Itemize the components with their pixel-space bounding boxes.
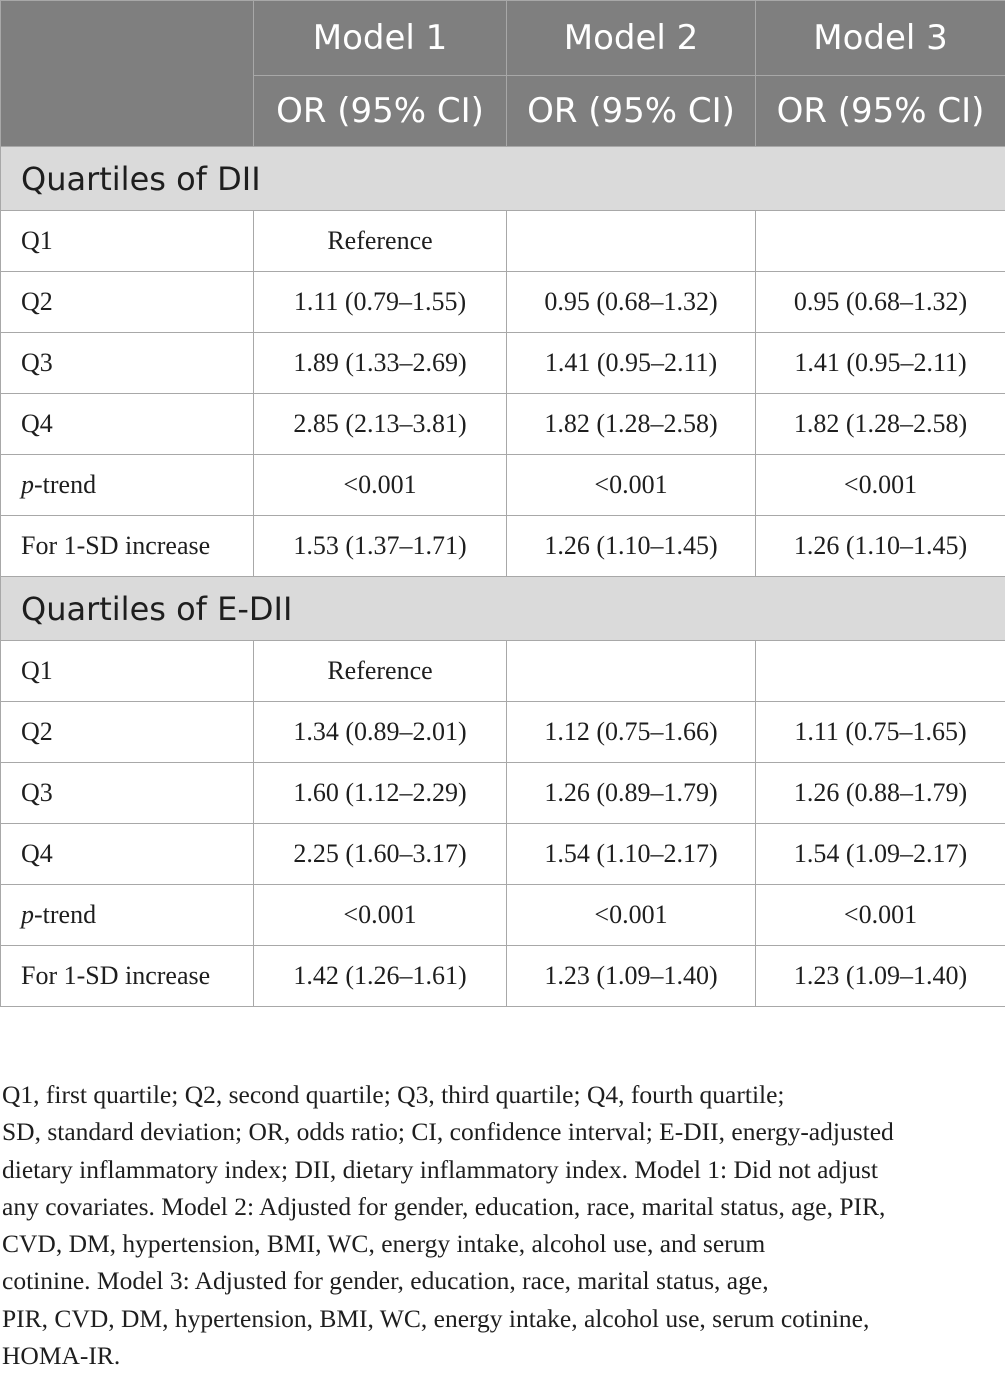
row-label: Q1: [1, 211, 254, 272]
model-3-value: <0.001: [756, 885, 1005, 946]
row-label: Q1: [1, 641, 254, 702]
footnote-line: cotinine. Model 3: Adjusted for gender, education, race, marital status, age,: [2, 1266, 769, 1296]
model-3-value: 1.11 (0.75–1.65): [756, 702, 1005, 763]
row-label-italic: p: [21, 900, 34, 929]
table-row: [1, 394, 1005, 455]
model-1-value: Reference: [254, 641, 507, 702]
table-row: [1, 272, 1005, 333]
table-row: [1, 885, 1005, 946]
model-3-value: 1.54 (1.09–2.17): [756, 824, 1005, 885]
footnote-line: dietary inflammatory index; DII, dietary inflammatory index. Model 1: Did not adjust: [2, 1154, 879, 1184]
row-label: Q3: [1, 763, 254, 824]
section-title: Quartiles of E-DII: [1, 577, 1005, 641]
row-label-rest: -trend: [34, 470, 97, 499]
table-row: [1, 946, 1005, 1007]
model-3-value: 1.26 (1.10–1.45): [756, 516, 1005, 577]
model-1-value: 1.42 (1.26–1.61): [254, 946, 507, 1007]
model-2-value: 1.41 (0.95–2.11): [507, 333, 756, 394]
table-row: [1, 333, 1005, 394]
row-label: Q2: [1, 702, 254, 763]
model-3-value: <0.001: [756, 455, 1005, 516]
row-label: Q2: [1, 272, 254, 333]
row-label: Q3: [1, 333, 254, 394]
table-row: [1, 455, 1005, 516]
header-model-2: Model 2: [507, 1, 756, 76]
row-label-rest: -trend: [34, 900, 97, 929]
model-1-value: 1.34 (0.89–2.01): [254, 702, 507, 763]
table-row: [1, 641, 1005, 702]
header-row-models: [1, 1, 1005, 76]
table-row: [1, 702, 1005, 763]
model-1-value: 1.89 (1.33–2.69): [254, 333, 507, 394]
model-2-value: 1.23 (1.09–1.40): [507, 946, 756, 1007]
model-2-value: 1.54 (1.10–2.17): [507, 824, 756, 885]
model-2-value: [507, 211, 756, 272]
header-stat-2: OR (95% CI): [507, 76, 756, 147]
table-footnote: [2, 1076, 1002, 1374]
header-stat-3: OR (95% CI): [756, 76, 1005, 147]
model-1-value: 1.11 (0.79–1.55): [254, 272, 507, 333]
model-1-value: Reference: [254, 211, 507, 272]
model-3-value: 1.82 (1.28–2.58): [756, 394, 1005, 455]
footnote-line: Q1, first quartile; Q2, second quartile; Q3, third quartile; Q4, fourth quartile;: [2, 1080, 785, 1109]
model-3-value: 1.23 (1.09–1.40): [756, 946, 1005, 1007]
footnote-line: SD, standard deviation; OR, odds ratio; CI, confidence interval; E-DII, energy-adjusted: [2, 1117, 894, 1147]
table-row: [1, 763, 1005, 824]
header-stat-1: OR (95% CI): [254, 76, 507, 147]
table-row: [1, 516, 1005, 577]
model-1-value: <0.001: [254, 455, 507, 516]
section-row-edii: [1, 577, 1005, 641]
footnote-line: HOMA-IR.: [2, 1341, 121, 1371]
model-1-value: <0.001: [254, 885, 507, 946]
row-label: Q4: [1, 824, 254, 885]
row-label: For 1-SD increase: [1, 516, 254, 577]
row-label: [1, 455, 254, 516]
model-3-value: [756, 641, 1005, 702]
row-label: For 1-SD increase: [1, 946, 254, 1007]
model-1-value: 1.53 (1.37–1.71): [254, 516, 507, 577]
model-2-value: 1.12 (0.75–1.66): [507, 702, 756, 763]
model-3-value: 1.41 (0.95–2.11): [756, 333, 1005, 394]
model-1-value: 1.60 (1.12–2.29): [254, 763, 507, 824]
model-3-value: 1.26 (0.88–1.79): [756, 763, 1005, 824]
model-2-value: 0.95 (0.68–1.32): [507, 272, 756, 333]
row-label: [1, 885, 254, 946]
table-row: [1, 824, 1005, 885]
model-2-value: 1.26 (1.10–1.45): [507, 516, 756, 577]
model-1-value: 2.25 (1.60–3.17): [254, 824, 507, 885]
model-2-value: 1.26 (0.89–1.79): [507, 763, 756, 824]
model-3-value: [756, 211, 1005, 272]
section-row-dii: [1, 147, 1005, 211]
model-2-value: <0.001: [507, 885, 756, 946]
model-2-value: <0.001: [507, 455, 756, 516]
model-2-value: 1.82 (1.28–2.58): [507, 394, 756, 455]
footnote-line: CVD, DM, hypertension, BMI, WC, energy intake, alcohol use, and serum: [2, 1229, 766, 1259]
model-2-value: [507, 641, 756, 702]
header-model-3: Model 3: [756, 1, 1005, 76]
header-model-1: Model 1: [254, 1, 507, 76]
row-label: Q4: [1, 394, 254, 455]
row-label-italic: p: [21, 470, 34, 499]
model-1-value: 2.85 (2.13–3.81): [254, 394, 507, 455]
section-title: Quartiles of DII: [1, 147, 1005, 211]
table-row: [1, 211, 1005, 272]
header-corner-cell: [1, 1, 254, 147]
model-3-value: 0.95 (0.68–1.32): [756, 272, 1005, 333]
footnote-line: any covariates. Model 2: Adjusted for gender, education, race, marital status, age, PIR,: [2, 1191, 886, 1221]
footnote-line: PIR, CVD, DM, hypertension, BMI, WC, energy intake, alcohol use, serum cotinine,: [2, 1303, 870, 1333]
